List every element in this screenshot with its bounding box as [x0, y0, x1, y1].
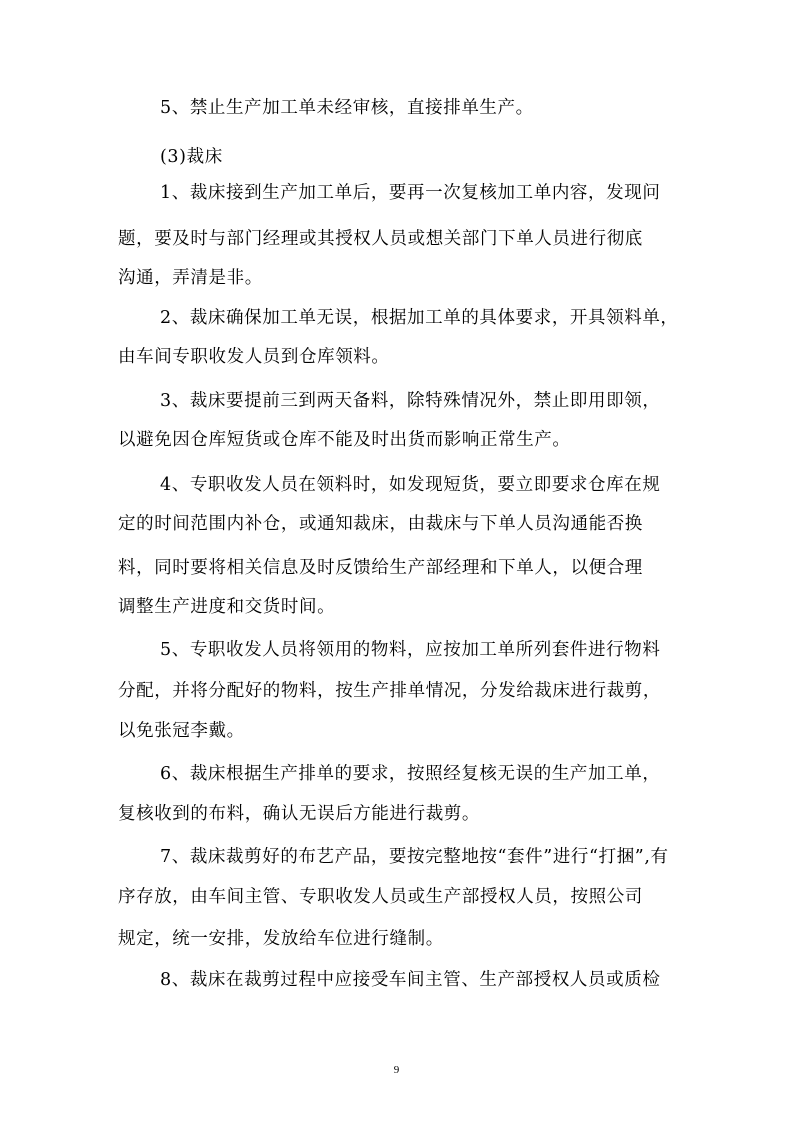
- text-line: 题，要及时与部门经理或其授权人员或想关部门下单人员进行彻底: [118, 229, 643, 249]
- section-heading: (3)裁床: [160, 147, 223, 167]
- text-line: 复核收到的布料，确认无误后方能进行裁剪。: [118, 804, 480, 824]
- text-line: 以避免因仓库短货或仓库不能及时出货而影响正常生产。: [118, 430, 571, 450]
- text-line: 序存放，由车间主管、专职收发人员或生产部授权人员，按照公司: [118, 887, 643, 907]
- text-line: 1、裁床接到生产加工单后，要再一次复核加工单内容，发现问: [160, 183, 661, 203]
- text-line: 料，同时要将相关信息及时反馈给生产部经理和下单人，以便合理: [118, 558, 643, 578]
- text-line: 定的时间范围内补仓，或通知裁床，由裁床与下单人员沟通能否换: [118, 514, 643, 534]
- text-line: 3、裁床要提前三到两天备料，除特殊情况外，禁止即用即领，: [160, 391, 661, 411]
- text-line: 2、裁床确保加工单无误，根据加工单的具体要求，开具领料单，: [160, 308, 679, 328]
- text-line: 调整生产进度和交货时间。: [118, 597, 336, 617]
- text-line: 5、专职收发人员将领用的物料，应按加工单所列套件进行物料: [160, 640, 661, 660]
- text-line: 7、裁床裁剪好的布艺产品，要按完整地按“套件”进行“打捆”,有: [160, 847, 669, 867]
- text-line: 沟通，弄清是非。: [118, 268, 263, 288]
- text-line: 分配，并将分配好的物料，按生产排单情况，分发给裁床进行裁剪，: [118, 681, 661, 701]
- text-line: 8、裁床在裁剪过程中应接受车间主管、生产部授权人员或质检: [160, 970, 661, 990]
- text-line: 4、专职收发人员在领料时，如发现短货，要立即要求仓库在规: [160, 475, 661, 495]
- text-line: 规定，统一安排，发放给车位进行缝制。: [118, 929, 444, 949]
- text-line: 以免张冠李戴。: [118, 721, 245, 741]
- text-line: 由车间专职收发人员到仓库领料。: [118, 347, 390, 367]
- text-line: 6、裁床根据生产排单的要求，按照经复核无误的生产加工单，: [160, 764, 661, 784]
- page-number: 9: [393, 1064, 400, 1076]
- text-line: 5、禁止生产加工单未经审核，直接排单生产。: [160, 98, 534, 118]
